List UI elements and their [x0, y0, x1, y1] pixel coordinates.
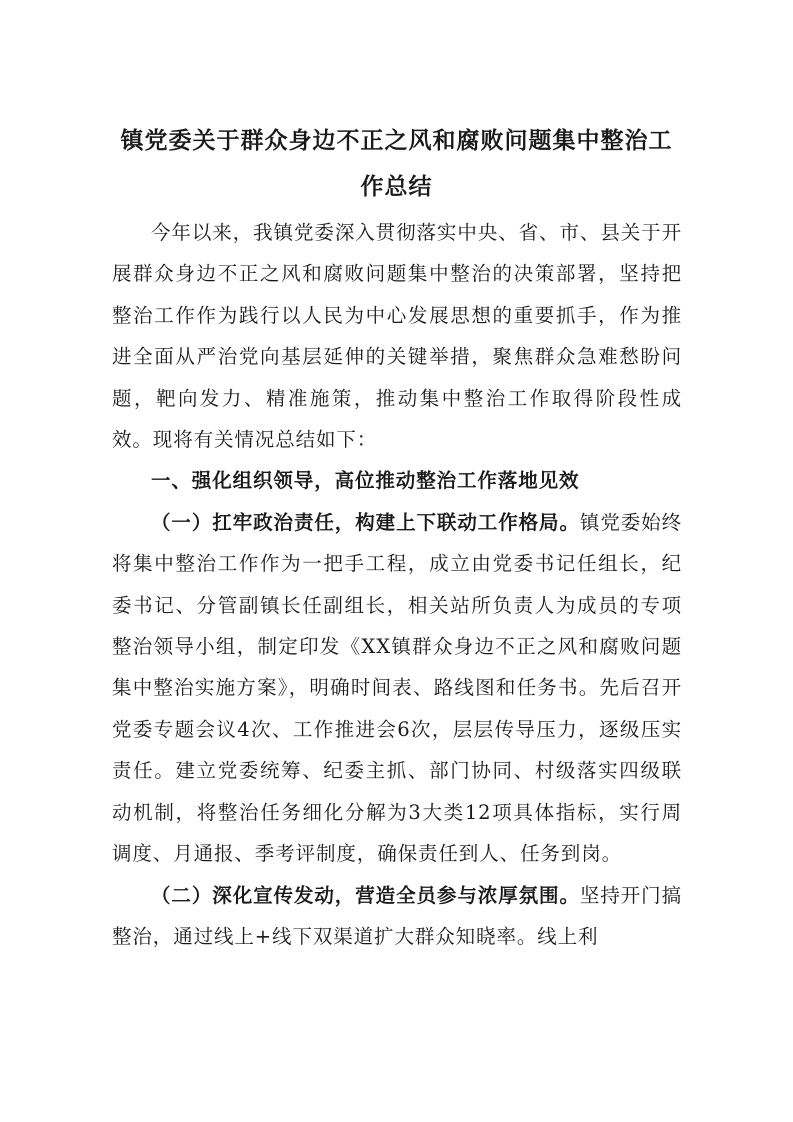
- item-lead-2: （二）深化宣传发动，营造全员参与浓厚氛围。: [151, 883, 580, 907]
- item-paragraph-2: [112, 875, 682, 958]
- intro-paragraph: 今年以来，我镇党委深入贯彻落实中央、省、市、县关于开展群众身边不正之风和腐败问题集中整治的决策部署，坚持把整治工作作为践行以人民为中心发展思想的重要抓手，作为推进全面从严治党向基层延伸的关键举措，聚焦群众急难愁盼问题，靶向发力、精准施策，推动集中整治工作取得阶段性成效。现将有关情况总结如下：: [112, 221, 682, 452]
- item-text-1: 镇党委始终将集中整治工作作为一把手工程，成立由党委书记任组长，纪委书记、分管副镇长任副组长，相关站所负责人为成员的专项整治领导小组，制定印发《XX镇群众身边不正之风和腐败问题集中整治实施方案》，明确时间表、路线图和任务书。先后召开党委专题会议4次、工作推进会6次，层层传导压力，逐级压实责任。建立党委统筹、纪委主抓、部门协同、村级落实四级联动机制，将整治任务细化分解为3大类12项具体指标，实行周调度、月通报、季考评制度，确保责任到人、任务到岗。: [112, 510, 682, 866]
- document-title: 镇党委关于群众身边不正之风和腐败问题集中整治工作总结: [120, 128, 673, 200]
- item-text-2: 坚持开门搞整治，通过线上+线下双渠道扩大群众知晓率。线上利: [112, 883, 682, 948]
- section-heading-1: 一、强化组织领导，高位推动整治工作落地见效: [151, 469, 580, 493]
- document-body: [112, 212, 682, 957]
- item-lead-1: （一）扛牢政治责任，构建上下联动工作格局。: [151, 510, 580, 534]
- item-paragraph-1: [112, 502, 682, 875]
